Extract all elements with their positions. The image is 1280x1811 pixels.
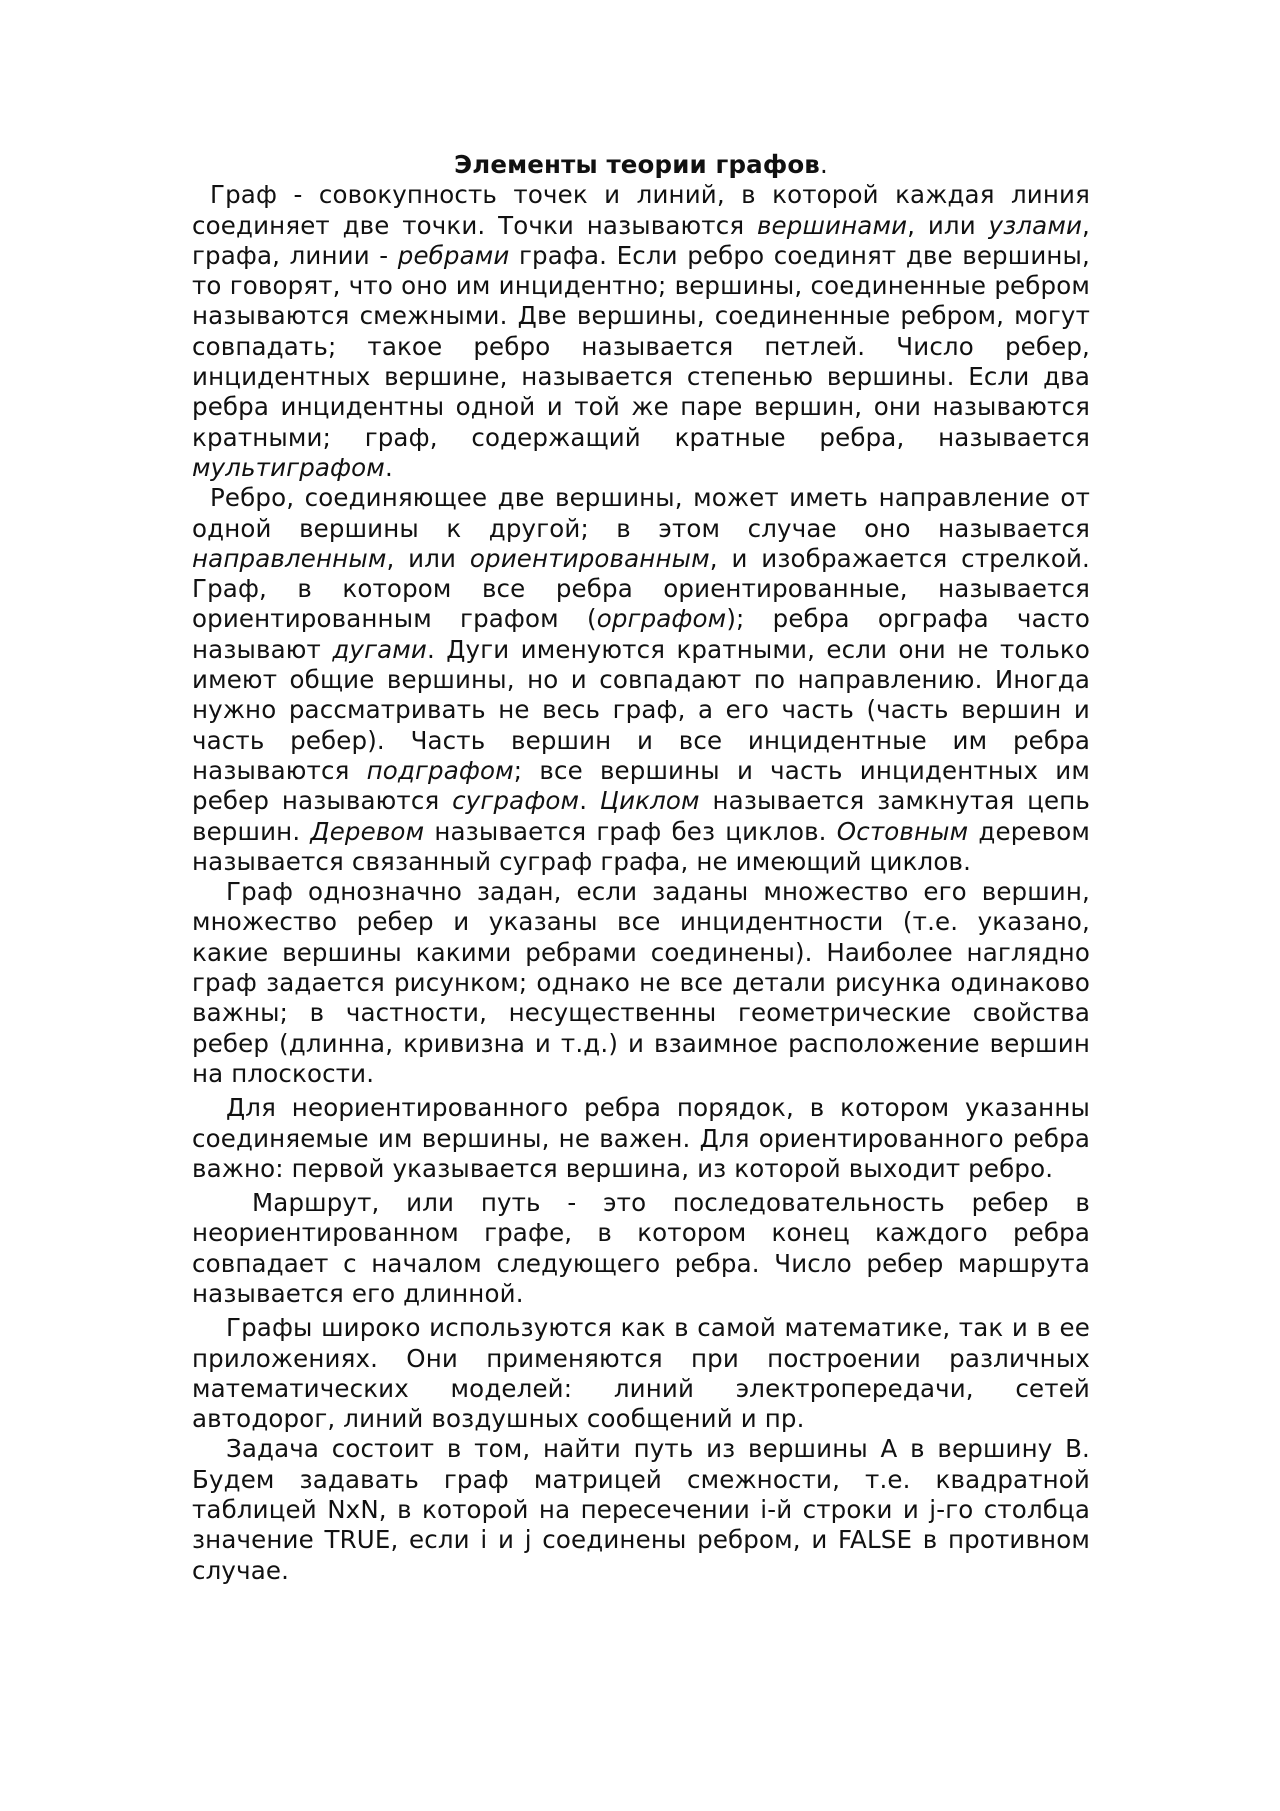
italic-term: орграфом: [596, 604, 727, 634]
text-segment: , или: [386, 543, 470, 573]
document-title: [192, 150, 1090, 180]
text-segment: Граф - совокупность точек и линий, в которой каждая линия соединяет две точки. Точки называются: [192, 180, 1090, 240]
paragraph-7: [192, 1434, 1090, 1585]
text-segment: ; все вершины и часть инцидентных им ребер называются: [192, 755, 1090, 816]
paragraph-3: [192, 877, 1090, 1089]
italic-term: Остовным: [836, 816, 969, 846]
italic-term: ребрами: [397, 240, 510, 270]
document-body: [192, 150, 1090, 1586]
text-segment: .: [579, 786, 600, 816]
text-segment: . Дуги именуются кратными, если они не только имеют общие вершины, но и совпадают по направлению. Иногда нужно рассматривать не весь граф, а его часть (часть вершин и часть ребер). Часть вершин и все инцидентные им ребра называются: [192, 634, 1091, 785]
document-title-suffix: .: [819, 150, 828, 179]
text-segment: , графа, линии -: [192, 210, 1090, 270]
text-segment: Граф однозначно задан, если заданы множество его вершин, множество ребер и указаны все инцидентности (т.е. указано, какие вершины какими ребрами соединены). Наиболее наглядно граф задается рисунком; однако не все детали рисунка одинаково важны; в частности, несущественны геометрические свойства ребер (длинна, кривизна и т.д.) и взаимное расположение вершин на плоскости.: [192, 877, 1090, 1088]
paragraph-6: [192, 1313, 1090, 1434]
paragraph-2: [192, 483, 1090, 877]
document-title-text: Элементы теории графов: [454, 150, 820, 179]
text-segment: , и изображается стрелкой. Граф, в котором все ребра ориентированные, называется ориентированным графом (: [192, 543, 1090, 634]
italic-term: ориентированным: [469, 543, 710, 573]
text-segment: ); ребра орграфа часто называют: [192, 604, 1090, 664]
text-segment: Маршрут, или путь - это последовательность ребер в неориентированном графе, в котором конец каждого ребра совпадает с началом следующего ребра. Число ребер маршрута называется его длинной.: [192, 1188, 1090, 1308]
italic-term: Циклом: [599, 786, 700, 816]
text-segment: Задача состоит в том, найти путь из вершины А в вершину В. Будем задавать граф матрицей смежности, т.е. квадратной таблицей NxN, в которой на пересечении i-й строки и j-го столбца значение TRUE, если i и j соединены ребром, и FALSE в противном случае.: [192, 1434, 1090, 1585]
text-segment: .: [384, 452, 393, 482]
italic-term: направленным: [192, 543, 387, 573]
italic-term: дугами: [332, 634, 427, 664]
text-segment: Графы широко используются как в самой математике, так и в ее приложениях. Они применяются при построении различных математических моделей: линий электропередачи, сетей автодорог, линий воздушных сообщений и пр.: [192, 1313, 1090, 1434]
italic-term: узлами: [988, 210, 1083, 240]
italic-term: Деревом: [310, 816, 425, 846]
paragraph-1: [192, 180, 1090, 483]
italic-term: мультиграфом: [192, 452, 385, 482]
text-segment: называется замкнутая цепь вершин.: [192, 786, 1090, 846]
text-segment: , или: [907, 210, 989, 240]
text-segment: называется граф без циклов.: [424, 816, 837, 846]
paragraph-4: [192, 1093, 1090, 1184]
italic-term: подграфом: [366, 755, 514, 785]
text-segment: графа. Если ребро соединят две вершины, то говорят, что оно им инцидентно; вершины, соединенные ребром называются смежными. Две вершины, соединенные ребром, могут совпадать; такое ребро называется петлей. Число ребер, инцидентных вершине, называется степенью вершины. Если два ребра инцидентны одной и той же паре вершин, они называются кратными; граф, содержащий кратные ребра, называется: [192, 240, 1090, 452]
italic-term: вершинами: [756, 210, 908, 240]
text-segment: деревом называется связанный суграф графа, не имеющий циклов.: [192, 816, 1090, 876]
italic-term: суграфом: [452, 786, 580, 816]
paragraph-5: [192, 1188, 1090, 1309]
text-segment: Для неориентированного ребра порядок, в котором указанны соединяемые им вершины, не важен. Для ориентированного ребра важно: первой указывается вершина, из которой выходит ребро.: [192, 1093, 1090, 1183]
text-segment: Ребро, соединяющее две вершины, может иметь направление от одной вершины к другой; в этом случае оно называется: [192, 483, 1090, 543]
